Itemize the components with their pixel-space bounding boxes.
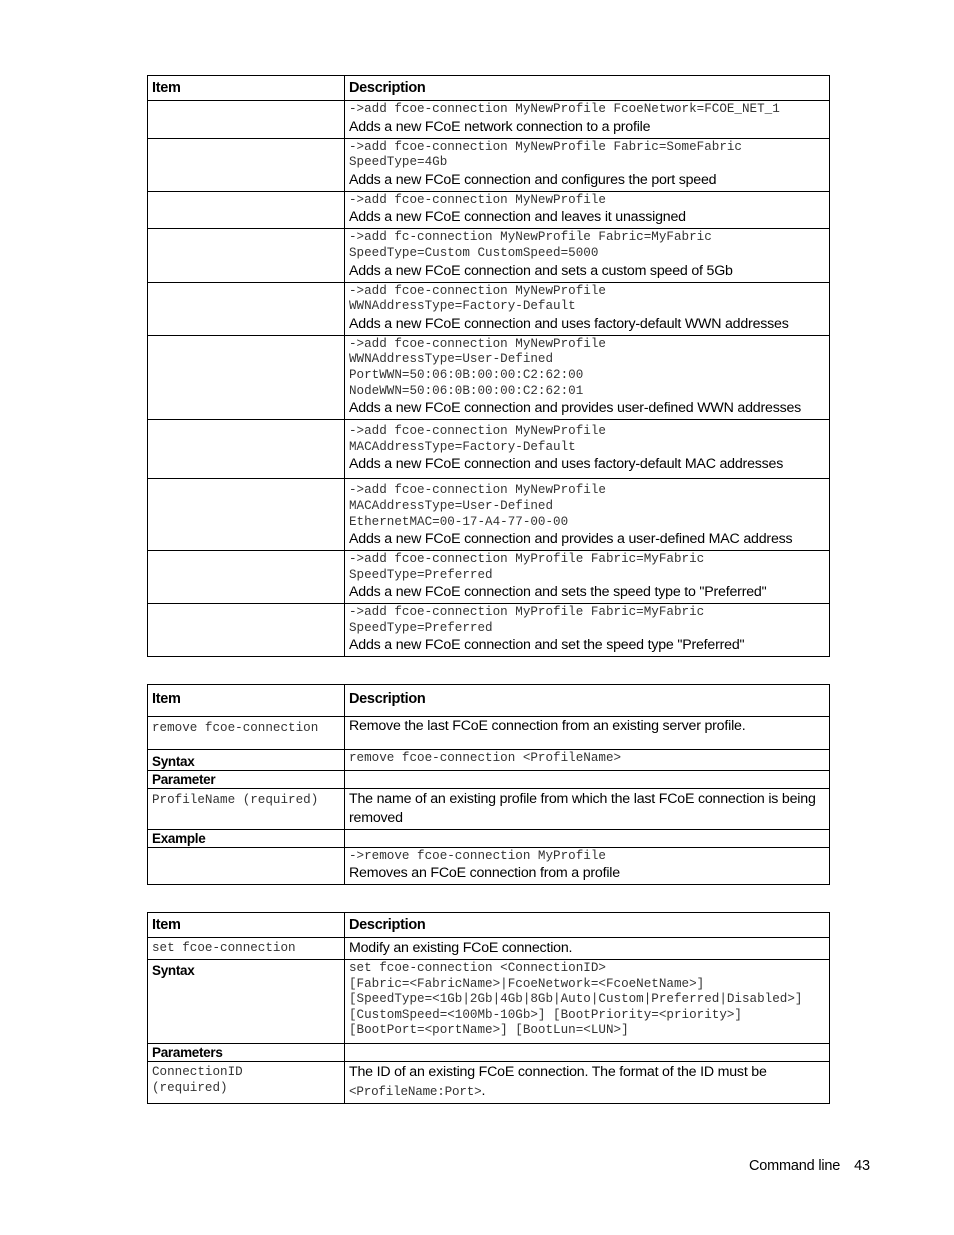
table-row (148, 717, 830, 750)
table-row (148, 1061, 830, 1103)
parameter-format-code: <ProfileName:Port> (349, 1084, 482, 1099)
example-command: ->add fcoe-connection MyNewProfile FcoeNetwork=FCOE_NET_1 (349, 102, 780, 116)
add-fcoe-examples-table (147, 75, 830, 657)
command-name: remove fcoe-connection (152, 721, 319, 735)
table-header-row (148, 913, 830, 938)
command-description: Modify an existing FCoE connection. (349, 940, 573, 956)
table-row (148, 335, 830, 419)
example-description: Adds a new FCoE connection and uses factory-default WWN addresses (349, 315, 789, 332)
example-description: Removes an FCoE connection from a profile (349, 865, 620, 882)
table-row (148, 847, 830, 885)
syntax-text: set fcoe-connection <ConnectionID> [Fabric=<FabricName>|FcoeNetwork=<FcoeNetName>] [SpeedType=<1Gb|2Gb|4Gb|8Gb|Auto|Custom|Preferred|Disabled>] [CustomSpeed=<100Mb-10Gb>] [BootPriority=<priority>] [BootPort=<portName>] [BootLun=<LUN>] (349, 961, 803, 1038)
example-label: Example (152, 830, 206, 846)
command-description: Remove the last FCoE connection from an existing server profile. (349, 718, 746, 734)
table-row (148, 282, 830, 335)
table-row (148, 829, 830, 847)
example-description: Adds a new FCoE connection and configures the port speed (349, 171, 717, 188)
example-command: ->add fcoe-connection MyNewProfile Fabric=SomeFabric SpeedType=4Gb (349, 139, 742, 170)
example-command: ->add fcoe-connection MyNewProfile WWNAddressType=Factory-Default (349, 283, 606, 314)
example-description: Adds a new FCoE connection and sets a custom speed of 5Gb (349, 262, 733, 279)
table-row (148, 1043, 830, 1061)
table-row (148, 101, 830, 139)
example-description: Adds a new FCoE connection and provides a user-defined MAC address (349, 531, 793, 548)
example-command: ->remove fcoe-connection MyProfile (349, 848, 606, 863)
table-row (148, 960, 830, 1044)
description-header: Description (345, 685, 830, 717)
table-row (148, 770, 830, 788)
example-command: ->add fcoe-connection MyProfile Fabric=MyFabric SpeedType=Preferred (349, 605, 705, 635)
set-fcoe-connection-table (147, 912, 830, 1104)
table-row (148, 138, 830, 191)
table-row (148, 551, 830, 604)
parameter-description: The ID of an existing FCoE connection. The format of the ID must be <ProfileName:Port>. (349, 1063, 767, 1099)
item-header: Item (148, 685, 345, 717)
table-row (148, 191, 830, 229)
table-header-row (148, 76, 830, 101)
syntax-text: remove fcoe-connection <ProfileName> (349, 750, 622, 765)
example-command: ->add fcoe-connection MyNewProfile (349, 192, 606, 207)
footer-section-title: Command line (749, 1158, 841, 1174)
table-row (148, 420, 830, 479)
parameter-name: ConnectionID (required) (152, 1064, 243, 1095)
table-row (148, 604, 830, 657)
example-description: Adds a new FCoE connection and leaves it unassigned (349, 209, 686, 226)
example-description: Adds a new FCoE connection and provides user-defined WWN addresses (349, 400, 802, 417)
remove-fcoe-connection-table (147, 684, 830, 885)
example-description: Adds a new FCoE connection and sets the speed type to "Preferred" (349, 584, 767, 601)
item-header: Item (148, 76, 345, 101)
example-description: Adds a new FCoE connection and set the speed type "Preferred" (349, 637, 745, 654)
example-command: ->add fc-connection MyNewProfile Fabric=MyFabric SpeedType=Custom CustomSpeed=5000 (349, 230, 712, 260)
syntax-label: Syntax (152, 963, 195, 978)
example-description: Adds a new FCoE network connection to a profile (349, 118, 651, 135)
parameters-label: Parameters (152, 1044, 223, 1060)
example-command: ->add fcoe-connection MyNewProfile WWNAddressType=User-Defined PortWWN=50:06:0B:00:00:C2:62:00 NodeWWN=50:06:0B:00:00:C2:62:01 (349, 336, 606, 398)
table-row (148, 938, 830, 960)
table-header-row (148, 685, 830, 717)
example-command: ->add fcoe-connection MyProfile Fabric=MyFabric SpeedType=Preferred (349, 552, 705, 582)
table-row (148, 479, 830, 551)
parameter-label: Parameter (152, 771, 216, 787)
syntax-label: Syntax (152, 753, 195, 769)
page-footer (749, 1158, 870, 1174)
example-command: ->add fcoe-connection MyNewProfile MACAddressType=User-Defined EthernetMAC=00-17-A4-77-00-00 (349, 483, 606, 529)
parameter-description: The name of an existing profile from which the last FCoE connection is being removed (349, 790, 816, 826)
description-header: Description (345, 76, 830, 101)
command-name: set fcoe-connection (152, 941, 296, 955)
example-description: Adds a new FCoE connection and uses factory-default MAC addresses (349, 456, 784, 473)
example-command: ->add fcoe-connection MyNewProfile MACAddressType=Factory-Default (349, 424, 606, 454)
item-header: Item (148, 913, 345, 938)
table-row (148, 229, 830, 282)
page-number: 43 (854, 1158, 870, 1174)
parameter-name: ProfileName (required) (152, 792, 319, 807)
table-row (148, 788, 830, 829)
description-header: Description (345, 913, 830, 938)
table-row (148, 749, 830, 770)
